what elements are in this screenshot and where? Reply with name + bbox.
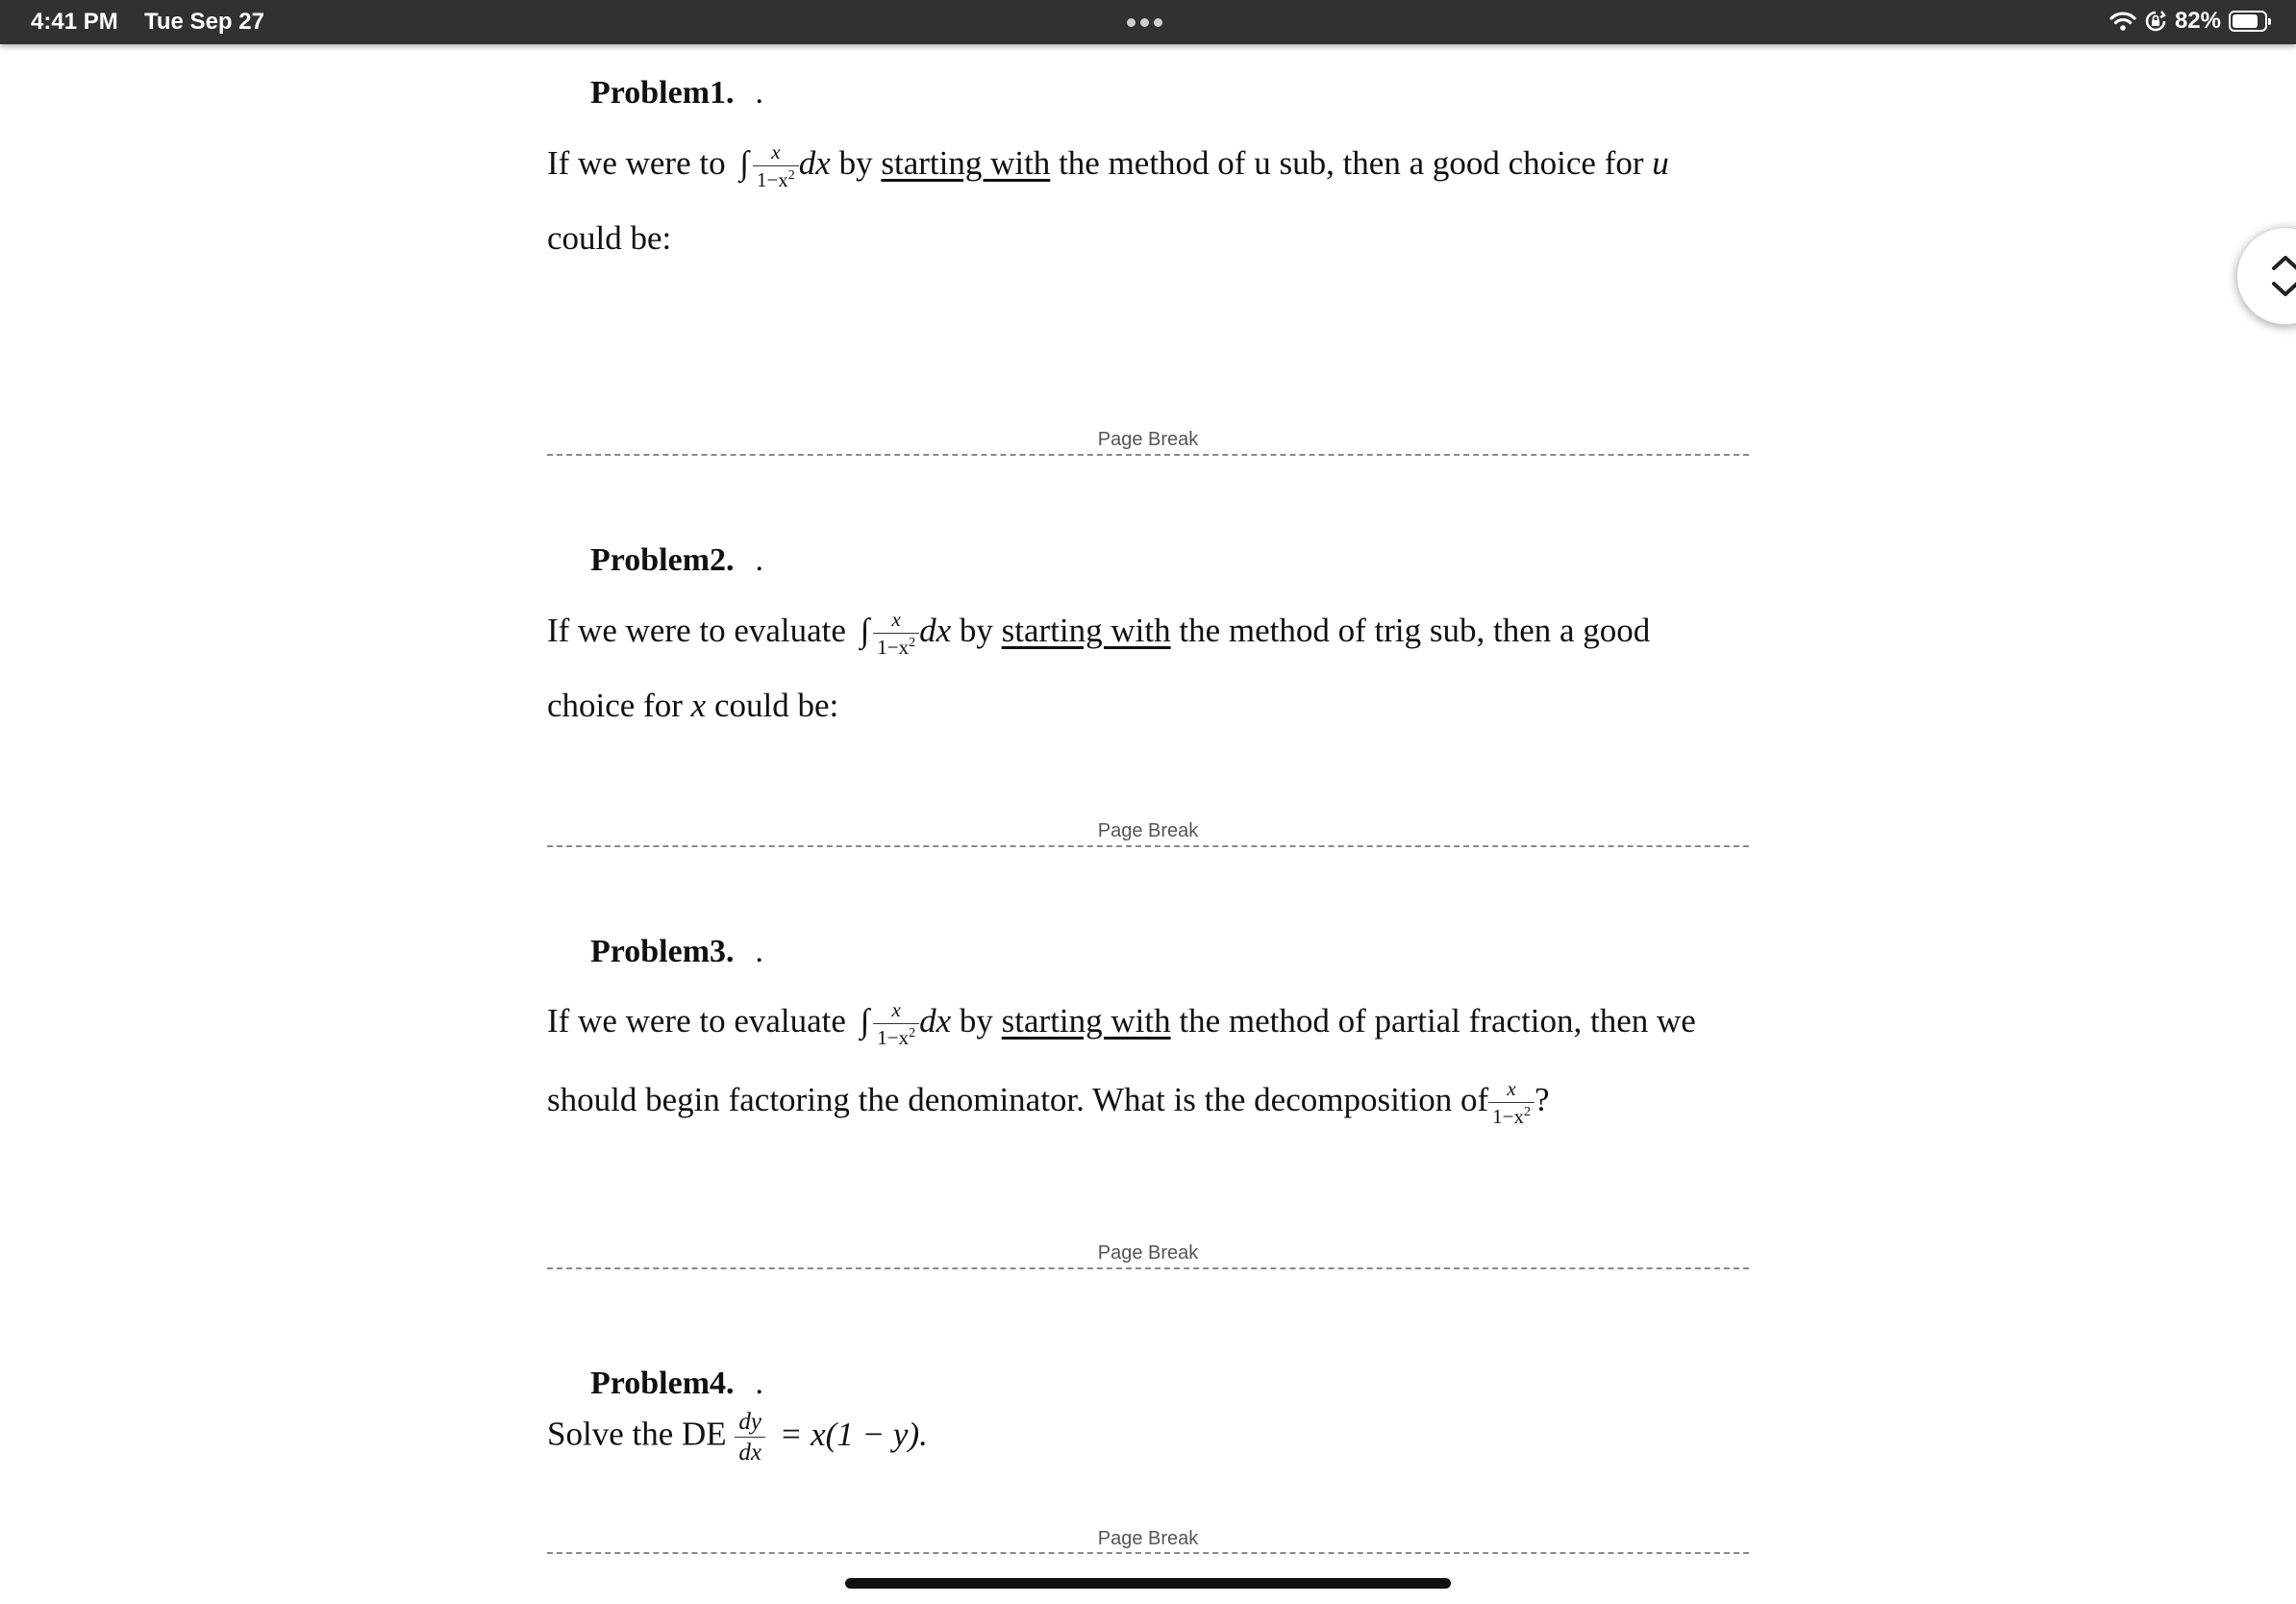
differential: dx xyxy=(919,612,952,650)
question-text: could be: xyxy=(713,687,839,724)
problem-4-dot: . xyxy=(755,1366,764,1401)
problem-2-question-line-2 xyxy=(547,689,838,722)
question-mark: ? xyxy=(1535,1081,1550,1119)
question-text: the method of partial fraction, then we xyxy=(1179,1002,1696,1040)
page-break-label: Page Break xyxy=(1097,1242,1199,1264)
fraction: $\frac{x}{1-x^2}$ xyxy=(1488,1079,1535,1127)
problem-1-title xyxy=(590,75,763,112)
question-text: the method of trig sub, then a good xyxy=(1179,612,1651,650)
problem-4-question-line-1 xyxy=(547,1410,928,1465)
problem-2-title xyxy=(590,542,763,579)
battery-level xyxy=(2233,14,2258,28)
page-break-label: Page Break xyxy=(1097,429,1199,450)
problem-1-question-line-1 xyxy=(547,142,1669,190)
question-text: If we were to evaluate xyxy=(547,1002,846,1040)
wifi-icon xyxy=(2109,11,2136,32)
problem-2-label: Problem2. xyxy=(590,542,735,578)
problem-3-title xyxy=(590,934,763,970)
problem-1-question-line-2: could be: xyxy=(547,219,672,257)
question-text: choice for xyxy=(547,687,683,724)
differential: dx xyxy=(798,144,831,183)
variable: u xyxy=(1652,144,1669,183)
page-break-divider xyxy=(547,1552,1749,1554)
differential: dx xyxy=(919,1002,952,1040)
underlined-text: starting with xyxy=(881,144,1051,183)
status-bar xyxy=(0,0,2296,44)
derivative-fraction: $\frac{dy}{dx}$ xyxy=(735,1410,765,1465)
status-time: 4:41 PM xyxy=(31,9,118,35)
problem-3-question-line-2 xyxy=(547,1079,1550,1127)
status-indicators xyxy=(2109,8,2267,35)
battery-percentage: 82% xyxy=(2174,8,2221,34)
problem-2-dot: . xyxy=(755,542,764,578)
page-scroll-handle[interactable] xyxy=(2236,227,2296,325)
page-break-divider xyxy=(547,1267,1749,1269)
page-break-divider xyxy=(547,454,1749,456)
question-text: by xyxy=(959,1002,993,1040)
underlined-text: starting with xyxy=(1001,612,1171,650)
page-break-label: Page Break xyxy=(1097,1528,1199,1549)
problem-3-label: Problem3. xyxy=(590,934,735,969)
fraction: $\frac{x}{1-x^2}$ xyxy=(873,1000,919,1048)
equation: = x(1 − y). xyxy=(779,1415,928,1453)
problem-4-title xyxy=(590,1366,763,1402)
fraction: $\frac{x}{1-x^2}$ xyxy=(873,610,919,658)
integral-sign: ∫ xyxy=(860,612,870,650)
integral-sign: ∫ xyxy=(860,1002,870,1040)
question-text: If we were to xyxy=(547,144,726,183)
home-indicator[interactable] xyxy=(845,1578,1451,1589)
chevron-up-icon[interactable] xyxy=(2274,258,2296,268)
question-text: by xyxy=(838,144,873,183)
page-break-divider xyxy=(547,845,1749,847)
problem-4-label: Problem4. xyxy=(590,1366,735,1401)
fraction: $\frac{x}{1-x^2}$ xyxy=(753,142,799,190)
battery-icon xyxy=(2229,11,2267,32)
problem-3-dot: . xyxy=(755,934,764,969)
underlined-text: starting with xyxy=(1001,1002,1171,1040)
question-text: If we were to evaluate xyxy=(547,612,846,650)
question-text: the method of u sub, then a good choice for xyxy=(1059,144,1644,183)
problem-1-label: Problem1. xyxy=(590,75,735,111)
page-break-label: Page Break xyxy=(1097,820,1199,841)
variable: x xyxy=(690,687,707,724)
question-text: by xyxy=(959,612,993,650)
problem-1-dot: . xyxy=(755,75,764,111)
problem-2-question-line-1 xyxy=(547,610,1650,658)
integral-sign: ∫ xyxy=(739,144,749,183)
chevron-down-icon[interactable] xyxy=(2274,284,2296,294)
orientation-lock-icon xyxy=(2144,10,2167,33)
question-text: Solve the DE xyxy=(547,1415,727,1453)
status-date: Tue Sep 27 xyxy=(144,9,264,35)
question-text: should begin factoring the denominator. What is the decomposition of xyxy=(547,1081,1489,1119)
more-dots-icon[interactable] xyxy=(1127,18,1162,27)
problem-3-question-line-1 xyxy=(547,1000,1696,1048)
